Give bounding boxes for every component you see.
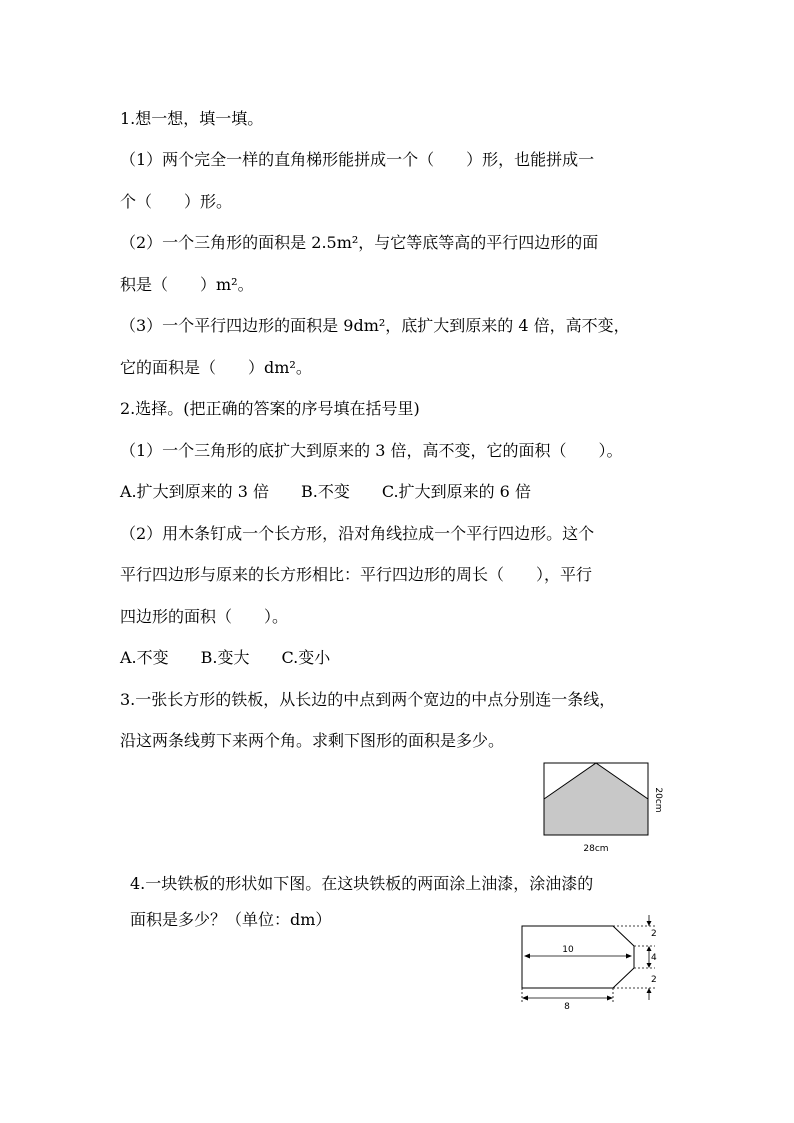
q4-label-right-mid: 4 bbox=[651, 953, 657, 963]
q1-sub2-line1: （2）一个三角形的面积是 2.5m²，与它等底等高的平行四边形的面 bbox=[120, 233, 599, 252]
q4-label-8: 8 bbox=[564, 1002, 570, 1012]
q4-label-right-bottom: 2 bbox=[651, 975, 657, 985]
q4-shape bbox=[522, 926, 634, 988]
q4-dim-8-arrow-left bbox=[522, 996, 528, 1001]
q2-sub1-line1: （1）一个三角形的底扩大到原来的 3 倍，高不变，它的面积（ ）。 bbox=[120, 441, 623, 460]
q2-sub1-options: A.扩大到原来的 3 倍 B.不变 C.扩大到原来的 6 倍 bbox=[120, 482, 531, 501]
q1-sub1-line2: 个（ ）形。 bbox=[120, 192, 233, 211]
q4-dim-right-mid-arrow-up bbox=[647, 946, 652, 951]
q3-width-label: 28cm bbox=[583, 844, 609, 854]
q1-sub3-line1: （3）一个平行四边形的面积是 9dm²，底扩大到原来的 4 倍，高不变， bbox=[120, 316, 630, 335]
q3-height-label: 20cm bbox=[653, 787, 663, 813]
q2-sub2-line1: （2）用木条钉成一个长方形，沿对角线拉成一个平行四边形。这个 bbox=[120, 524, 595, 543]
q4-line2: 面积是多少？（单位：dm） bbox=[130, 910, 332, 929]
q4-line1: 4.一块铁板的形状如下图。在这块铁板的两面涂上油漆，涂油漆的 bbox=[130, 874, 594, 893]
q4-dim-8-arrow-right bbox=[607, 996, 613, 1001]
q4-dim-right-bottom-arrow bbox=[647, 988, 652, 993]
q1-sub2-line2: 积是（ ）m²。 bbox=[120, 275, 254, 294]
q1-sub1-line1: （1）两个完全一样的直角梯形能拼成一个（ ）形，也能拼成一 bbox=[120, 150, 595, 169]
q4-dim-right-mid-arrow-down bbox=[647, 963, 652, 968]
q3-line2: 沿这两条线剪下来两个角。求剩下图形的面积是多少。 bbox=[120, 731, 505, 750]
q4-figure bbox=[515, 912, 665, 1012]
q4-label-right-top: 2 bbox=[651, 929, 657, 939]
q3-line1: 3.一张长方形的铁板，从长边的中点到两个宽边的中点分别连一条线， bbox=[120, 690, 616, 709]
q2-sub2-line3: 四边形的面积（ ）。 bbox=[120, 607, 289, 626]
q4-label-10: 10 bbox=[562, 945, 574, 955]
q1-sub3-line2: 它的面积是（ ）dm²。 bbox=[120, 358, 312, 377]
q1-title: 1.想一想，填一填。 bbox=[120, 109, 264, 128]
q4-dim-right-top-arrow bbox=[647, 921, 652, 926]
q2-sub2-line2: 平行四边形与原来的长方形相比：平行四边形的周长（ ），平行 bbox=[120, 565, 593, 584]
q2-sub2-options: A.不变 B.变大 C.变小 bbox=[120, 648, 331, 667]
q3-figure bbox=[538, 758, 668, 858]
q2-title: 2.选择。(把正确的答案的序号填在括号里) bbox=[120, 399, 420, 418]
